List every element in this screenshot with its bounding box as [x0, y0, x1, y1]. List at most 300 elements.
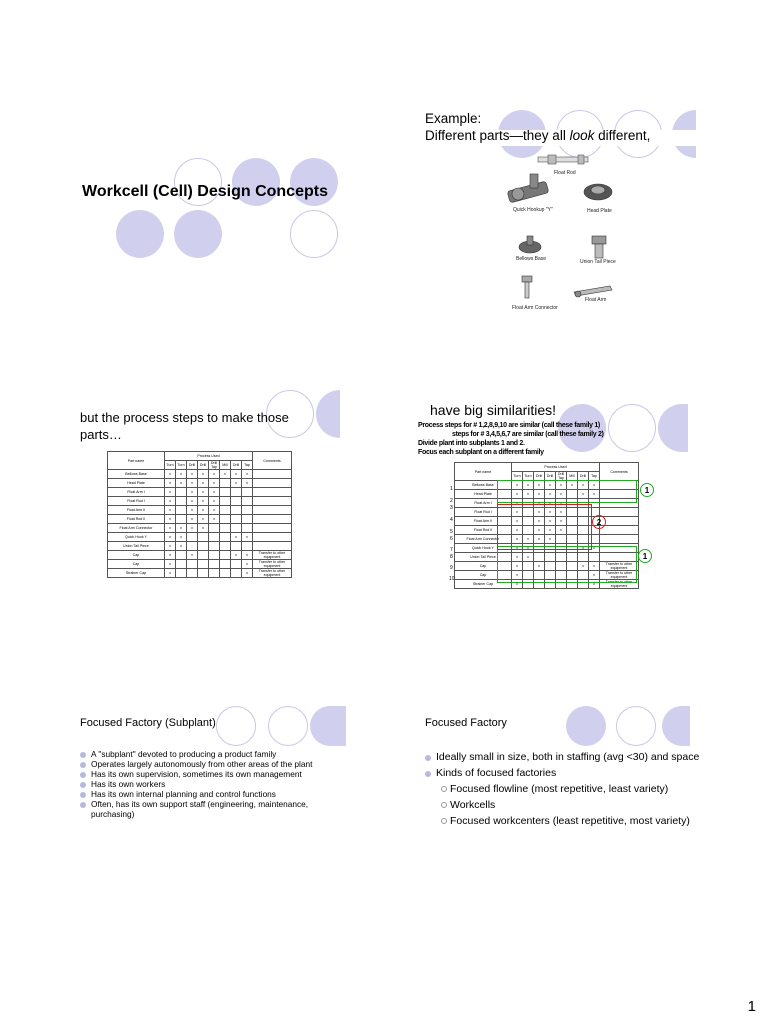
part-name-cell: Cap	[108, 551, 165, 560]
part-name-cell: Float Arm I	[455, 499, 512, 508]
part-name-cell: Float Arm Connector	[108, 524, 165, 533]
mark-cell: x	[198, 515, 209, 524]
mark-cell	[187, 560, 198, 569]
mark-cell: x	[198, 488, 209, 497]
row-number: 10	[449, 576, 455, 582]
mark-cell: x	[242, 533, 253, 542]
page-number: 1	[747, 998, 756, 1015]
mark-cell: x	[242, 479, 253, 488]
family1-box	[497, 546, 637, 583]
list-item	[425, 799, 705, 812]
row-number: 9	[450, 565, 453, 571]
mark-cell: x	[589, 481, 600, 490]
mark-cell: x	[578, 562, 589, 571]
mark-cell: x	[187, 497, 198, 506]
part-name-cell: Float Arm II	[108, 506, 165, 515]
mark-cell	[231, 506, 242, 515]
part-name-cell: Float Rod I	[455, 508, 512, 517]
bullet-text: Ideally small in size, both in staffing (avg <30) and space	[436, 751, 700, 763]
mark-cell: x	[187, 515, 198, 524]
mark-cell	[220, 551, 231, 560]
mark-cell	[198, 569, 209, 578]
process-column-header: Mill	[220, 461, 231, 470]
mark-cell	[220, 560, 231, 569]
mark-cell: x	[512, 517, 523, 526]
decor-circle	[616, 706, 656, 746]
bullet-wrap	[441, 799, 705, 812]
process-column-header: Turn	[512, 472, 523, 481]
mark-cell: x	[165, 488, 176, 497]
part-name-header: Part name	[455, 463, 512, 481]
mark-cell	[231, 488, 242, 497]
list-item	[80, 759, 340, 769]
mark-cell: x	[165, 524, 176, 533]
mark-cell: x	[534, 526, 545, 535]
float-rod-image	[538, 155, 588, 164]
mark-cell: x	[242, 569, 253, 578]
part-label: Bellows Base	[516, 256, 547, 262]
mark-cell	[220, 533, 231, 542]
row-number: 7	[450, 547, 453, 553]
mark-cell: x	[198, 506, 209, 515]
list-item	[80, 749, 340, 759]
family1-box	[497, 480, 637, 503]
mark-cell: x	[187, 506, 198, 515]
bullet-text: Focused workcenters (least repetitive, most variety)	[450, 815, 690, 827]
mark-cell: x	[512, 490, 523, 499]
mark-cell: x	[165, 560, 176, 569]
mark-cell	[220, 497, 231, 506]
mark-cell: x	[556, 499, 567, 508]
mark-cell: x	[512, 526, 523, 535]
bullet-list	[80, 749, 340, 819]
bullet-icon	[80, 792, 86, 798]
mark-cell: x	[512, 553, 523, 562]
comment-cell: Transfer to other equipment	[253, 551, 292, 560]
decor-circle	[216, 706, 256, 746]
comment-cell: Transfer to other equipment	[600, 571, 639, 580]
slide-heading: have big similarities!	[430, 402, 557, 418]
head-plate-image	[584, 184, 612, 200]
mark-cell	[231, 497, 242, 506]
decor-circle	[658, 404, 688, 452]
slide-title: Workcell (Cell) Design Concepts	[82, 183, 328, 200]
mark-cell: x	[187, 479, 198, 488]
mark-cell: x	[220, 470, 231, 479]
process-column-header: Drill	[578, 472, 589, 481]
process-column-header: Mill	[567, 472, 578, 481]
decor-circle	[310, 706, 346, 746]
mark-cell: x	[589, 562, 600, 571]
table-row	[108, 533, 292, 542]
mark-cell: x	[187, 551, 198, 560]
list-item	[80, 789, 340, 799]
comments-header: Comments	[600, 463, 639, 481]
process-header: Process Used	[512, 463, 600, 472]
bullet-text: Workcells	[450, 799, 496, 811]
mark-cell: x	[242, 470, 253, 479]
part-label: Head Plate	[587, 208, 612, 214]
bullet-icon	[425, 771, 431, 777]
union-tail-image	[592, 236, 606, 258]
decor-circle	[608, 404, 656, 452]
mark-cell: x	[534, 517, 545, 526]
mark-cell: x	[176, 479, 187, 488]
decor-circle	[566, 706, 606, 746]
part-name-header: Part name	[108, 452, 165, 470]
comment-cell	[600, 526, 639, 535]
bullet-wrap	[441, 815, 705, 828]
mark-cell	[176, 488, 187, 497]
mark-cell	[176, 515, 187, 524]
comment-cell	[253, 515, 292, 524]
process-column-header: Drill Tap	[556, 472, 567, 481]
bullet-icon	[425, 755, 431, 761]
mark-cell: x	[512, 571, 523, 580]
table-row	[108, 515, 292, 524]
bullet-text: Has its own workers	[91, 779, 166, 789]
mark-cell: x	[209, 470, 220, 479]
example-text: Example: Different parts—they all look different,	[425, 111, 651, 143]
list-item	[425, 815, 705, 828]
mark-cell: x	[556, 490, 567, 499]
part-name-cell: Strainer Cap	[108, 569, 165, 578]
part-name-cell: Cap	[455, 562, 512, 571]
part-name-cell: Float Rod II	[455, 526, 512, 535]
bullet-icon	[80, 772, 86, 778]
row-number: 2	[450, 498, 453, 504]
mark-cell: x	[165, 533, 176, 542]
mark-cell: x	[242, 560, 253, 569]
bullet-icon	[80, 782, 86, 788]
part-label: Float Rod	[554, 170, 576, 176]
mark-cell: x	[534, 508, 545, 517]
part-label: Union Tail Piece	[580, 259, 616, 265]
list-item	[425, 767, 705, 780]
list-item	[425, 783, 705, 796]
mark-cell: x	[545, 535, 556, 544]
bullet-wrap	[441, 783, 705, 796]
mark-cell	[209, 524, 220, 533]
mark-cell: x	[589, 490, 600, 499]
bullet-icon	[80, 762, 86, 768]
mark-cell	[242, 524, 253, 533]
mark-cell	[209, 542, 220, 551]
mark-cell: x	[578, 544, 589, 553]
mark-cell: x	[589, 571, 600, 580]
mark-cell	[231, 515, 242, 524]
mark-cell	[176, 560, 187, 569]
mark-cell	[220, 524, 231, 533]
mark-cell: x	[187, 524, 198, 533]
float-arm-connector-image	[522, 276, 532, 298]
bullet-icon	[80, 752, 86, 758]
mark-cell	[209, 533, 220, 542]
bullet-wrap	[436, 767, 705, 780]
mark-cell: x	[512, 562, 523, 571]
part-name-cell: Float Arm I	[108, 488, 165, 497]
part-name-cell: Float Rod II	[108, 515, 165, 524]
mark-cell: x	[523, 481, 534, 490]
mark-cell: x	[556, 517, 567, 526]
mark-cell: x	[578, 481, 589, 490]
mark-cell: x	[567, 481, 578, 490]
process-column-header: Tap	[242, 461, 253, 470]
mark-cell	[220, 515, 231, 524]
mark-cell	[198, 533, 209, 542]
mark-cell: x	[176, 470, 187, 479]
process-column-header: Tap	[589, 472, 600, 481]
decor-circle	[290, 210, 338, 258]
mark-cell: x	[165, 497, 176, 506]
mark-cell: x	[534, 499, 545, 508]
comment-cell	[253, 479, 292, 488]
mark-cell	[220, 479, 231, 488]
mark-cell	[198, 551, 209, 560]
mark-cell: x	[187, 488, 198, 497]
mark-cell: x	[556, 481, 567, 490]
mark-cell: x	[545, 490, 556, 499]
mark-cell	[187, 569, 198, 578]
comment-cell	[253, 488, 292, 497]
process-column-header: Drill	[534, 472, 545, 481]
slide-title: Focused Factory	[425, 717, 507, 729]
float-arm-image	[574, 286, 612, 297]
part-name-cell: Head Plate	[108, 479, 165, 488]
process-column-header: Turn	[165, 461, 176, 470]
process-header: Process Used	[165, 452, 253, 461]
mark-cell	[242, 497, 253, 506]
mark-cell: x	[589, 580, 600, 589]
part-label: Float Arm	[585, 297, 607, 303]
mark-cell: x	[187, 470, 198, 479]
mark-cell: x	[165, 569, 176, 578]
mark-cell: x	[198, 497, 209, 506]
mark-cell	[220, 569, 231, 578]
process-column-header: Turn	[176, 461, 187, 470]
comment-cell	[253, 533, 292, 542]
row-number: 5	[450, 529, 453, 535]
mark-cell: x	[209, 506, 220, 515]
mark-cell: x	[198, 524, 209, 533]
part-name-cell: Quick Hook Y	[455, 544, 512, 553]
mark-cell: x	[523, 544, 534, 553]
table-row	[108, 542, 292, 551]
part-name-cell: Bellows Base	[108, 470, 165, 479]
row-number: 3	[450, 505, 453, 511]
mark-cell	[209, 551, 220, 560]
decor-circle	[662, 706, 690, 746]
mark-cell: x	[209, 488, 220, 497]
part-name-cell: Union Tail Piece	[455, 553, 512, 562]
mark-cell	[220, 542, 231, 551]
bullet-text: Focused flowline (most repetitive, least variety)	[450, 783, 669, 795]
part-name-cell: Cap	[455, 571, 512, 580]
comment-cell	[253, 542, 292, 551]
part-name-cell: Float Arm Connector	[455, 535, 512, 544]
mark-cell	[231, 569, 242, 578]
family-badge: 1	[640, 483, 654, 497]
mark-cell	[187, 533, 198, 542]
list-item	[80, 799, 340, 819]
part-name-cell: Union Tail Piece	[108, 542, 165, 551]
mark-cell	[242, 506, 253, 515]
table-row	[108, 506, 292, 515]
family-badge: 2	[592, 515, 606, 529]
mark-cell: x	[534, 490, 545, 499]
mark-cell	[176, 497, 187, 506]
mark-cell: x	[231, 533, 242, 542]
part-label: Float Arm Connector	[512, 305, 558, 311]
comment-cell: Transfer to other equipment	[253, 569, 292, 578]
mark-cell	[242, 515, 253, 524]
mark-cell	[242, 542, 253, 551]
bullet-text: Operates largely autonomously from other areas of the plant	[91, 759, 313, 769]
mark-cell: x	[545, 499, 556, 508]
decor-circle	[174, 210, 222, 258]
comment-cell	[253, 497, 292, 506]
decor-circle	[268, 706, 308, 746]
bullet-text: A "subplant" devoted to producing a product family	[91, 749, 277, 759]
table-row	[108, 497, 292, 506]
process-column-header: Drill	[187, 461, 198, 470]
mark-cell: x	[545, 481, 556, 490]
decor-circle	[116, 210, 164, 258]
bullet-list	[425, 751, 705, 831]
mark-cell	[198, 542, 209, 551]
ring-bullet-icon	[441, 786, 447, 792]
mark-cell: x	[556, 508, 567, 517]
part-name-cell: Float Rod I	[108, 497, 165, 506]
bullet-wrap	[436, 751, 705, 764]
table-row	[108, 470, 292, 479]
bullet-text: Has its own internal planning and control functions	[91, 789, 276, 799]
mark-cell	[176, 569, 187, 578]
part-name-cell: Cap	[108, 560, 165, 569]
list-item	[80, 779, 340, 789]
part-name-cell: Float Arm II	[455, 517, 512, 526]
family2-box	[497, 504, 592, 550]
mark-cell: x	[523, 490, 534, 499]
mark-cell: x	[512, 580, 523, 589]
comment-cell	[600, 508, 639, 517]
mark-cell: x	[545, 517, 556, 526]
mark-cell: x	[231, 470, 242, 479]
mark-cell: x	[165, 479, 176, 488]
family-notes: Process steps for # 1,2,8,9,10 are similar (call these family 1) steps for # 3,4,5,6,7 are similar (call these family 2) Divide plant into subplants 1 and 2. Focus each subplant on a different family	[418, 422, 604, 456]
mark-cell	[209, 560, 220, 569]
mark-cell	[231, 542, 242, 551]
comment-cell	[600, 535, 639, 544]
ring-bullet-icon	[441, 818, 447, 824]
row-number: 1	[450, 486, 453, 492]
table-row	[108, 488, 292, 497]
process-column-header: Drill	[545, 472, 556, 481]
mark-cell: x	[209, 515, 220, 524]
mark-cell: x	[578, 490, 589, 499]
mark-cell: x	[231, 479, 242, 488]
table-row	[108, 551, 292, 560]
table-row	[108, 560, 292, 569]
mark-cell	[220, 506, 231, 515]
list-item	[425, 751, 705, 764]
mark-cell: x	[209, 479, 220, 488]
mark-cell: x	[165, 470, 176, 479]
mark-cell: x	[176, 542, 187, 551]
comment-cell	[253, 524, 292, 533]
list-item	[80, 769, 340, 779]
mark-cell: x	[512, 499, 523, 508]
mark-cell: x	[198, 479, 209, 488]
comment-cell: Transfer to other equipment	[600, 580, 639, 589]
mark-cell	[176, 551, 187, 560]
mark-cell: x	[165, 551, 176, 560]
part-name-cell: Head Plate	[455, 490, 512, 499]
mark-cell	[231, 560, 242, 569]
bullet-text: Has its own supervision, sometimes its own management	[91, 769, 302, 779]
process-column-header: Drill	[231, 461, 242, 470]
table-row	[108, 524, 292, 533]
mark-cell: x	[523, 535, 534, 544]
mark-cell: x	[165, 542, 176, 551]
part-name-cell: Quick Hook Y	[108, 533, 165, 542]
comment-cell: Transfer to other equipment	[600, 562, 639, 571]
bullet-text: Kinds of focused factories	[436, 767, 557, 779]
comment-cell	[253, 506, 292, 515]
part-name-cell: Strainer Cap	[455, 580, 512, 589]
mark-cell: x	[165, 506, 176, 515]
bullet-icon	[80, 802, 86, 808]
mark-cell	[220, 488, 231, 497]
slide-title: Focused Factory (Subplant)	[80, 717, 216, 729]
mark-cell: x	[589, 544, 600, 553]
mark-cell	[242, 488, 253, 497]
mark-cell: x	[198, 470, 209, 479]
comments-header: Comments	[253, 452, 292, 470]
mark-cell: x	[534, 535, 545, 544]
row-number: 6	[450, 536, 453, 542]
process-column-header: Turn	[523, 472, 534, 481]
mark-cell: x	[523, 553, 534, 562]
bellows-base-image	[519, 236, 541, 253]
slide-heading: but the process steps to make those parts…	[80, 410, 289, 442]
row-number: 8	[450, 554, 453, 560]
comment-cell: Transfer to other equipment	[253, 560, 292, 569]
mark-cell: x	[231, 551, 242, 560]
row-number: 4	[450, 517, 453, 523]
mark-cell	[187, 542, 198, 551]
mark-cell: x	[534, 481, 545, 490]
table-row	[108, 569, 292, 578]
ring-bullet-icon	[441, 802, 447, 808]
process-column-header: Drill	[198, 461, 209, 470]
comment-cell	[253, 470, 292, 479]
mark-cell	[209, 569, 220, 578]
mark-cell	[231, 524, 242, 533]
mark-cell: x	[534, 562, 545, 571]
mark-cell: x	[512, 481, 523, 490]
mark-cell: x	[512, 544, 523, 553]
mark-cell: x	[512, 535, 523, 544]
quick-hookup-image	[507, 174, 549, 203]
mark-cell: x	[545, 508, 556, 517]
process-column-header: Drill Tap	[209, 461, 220, 470]
mark-cell	[198, 560, 209, 569]
process-table	[107, 451, 292, 578]
part-name-cell: Bellows Base	[455, 481, 512, 490]
part-label: Quick Hookup "Y"	[513, 207, 553, 213]
table-row	[108, 479, 292, 488]
